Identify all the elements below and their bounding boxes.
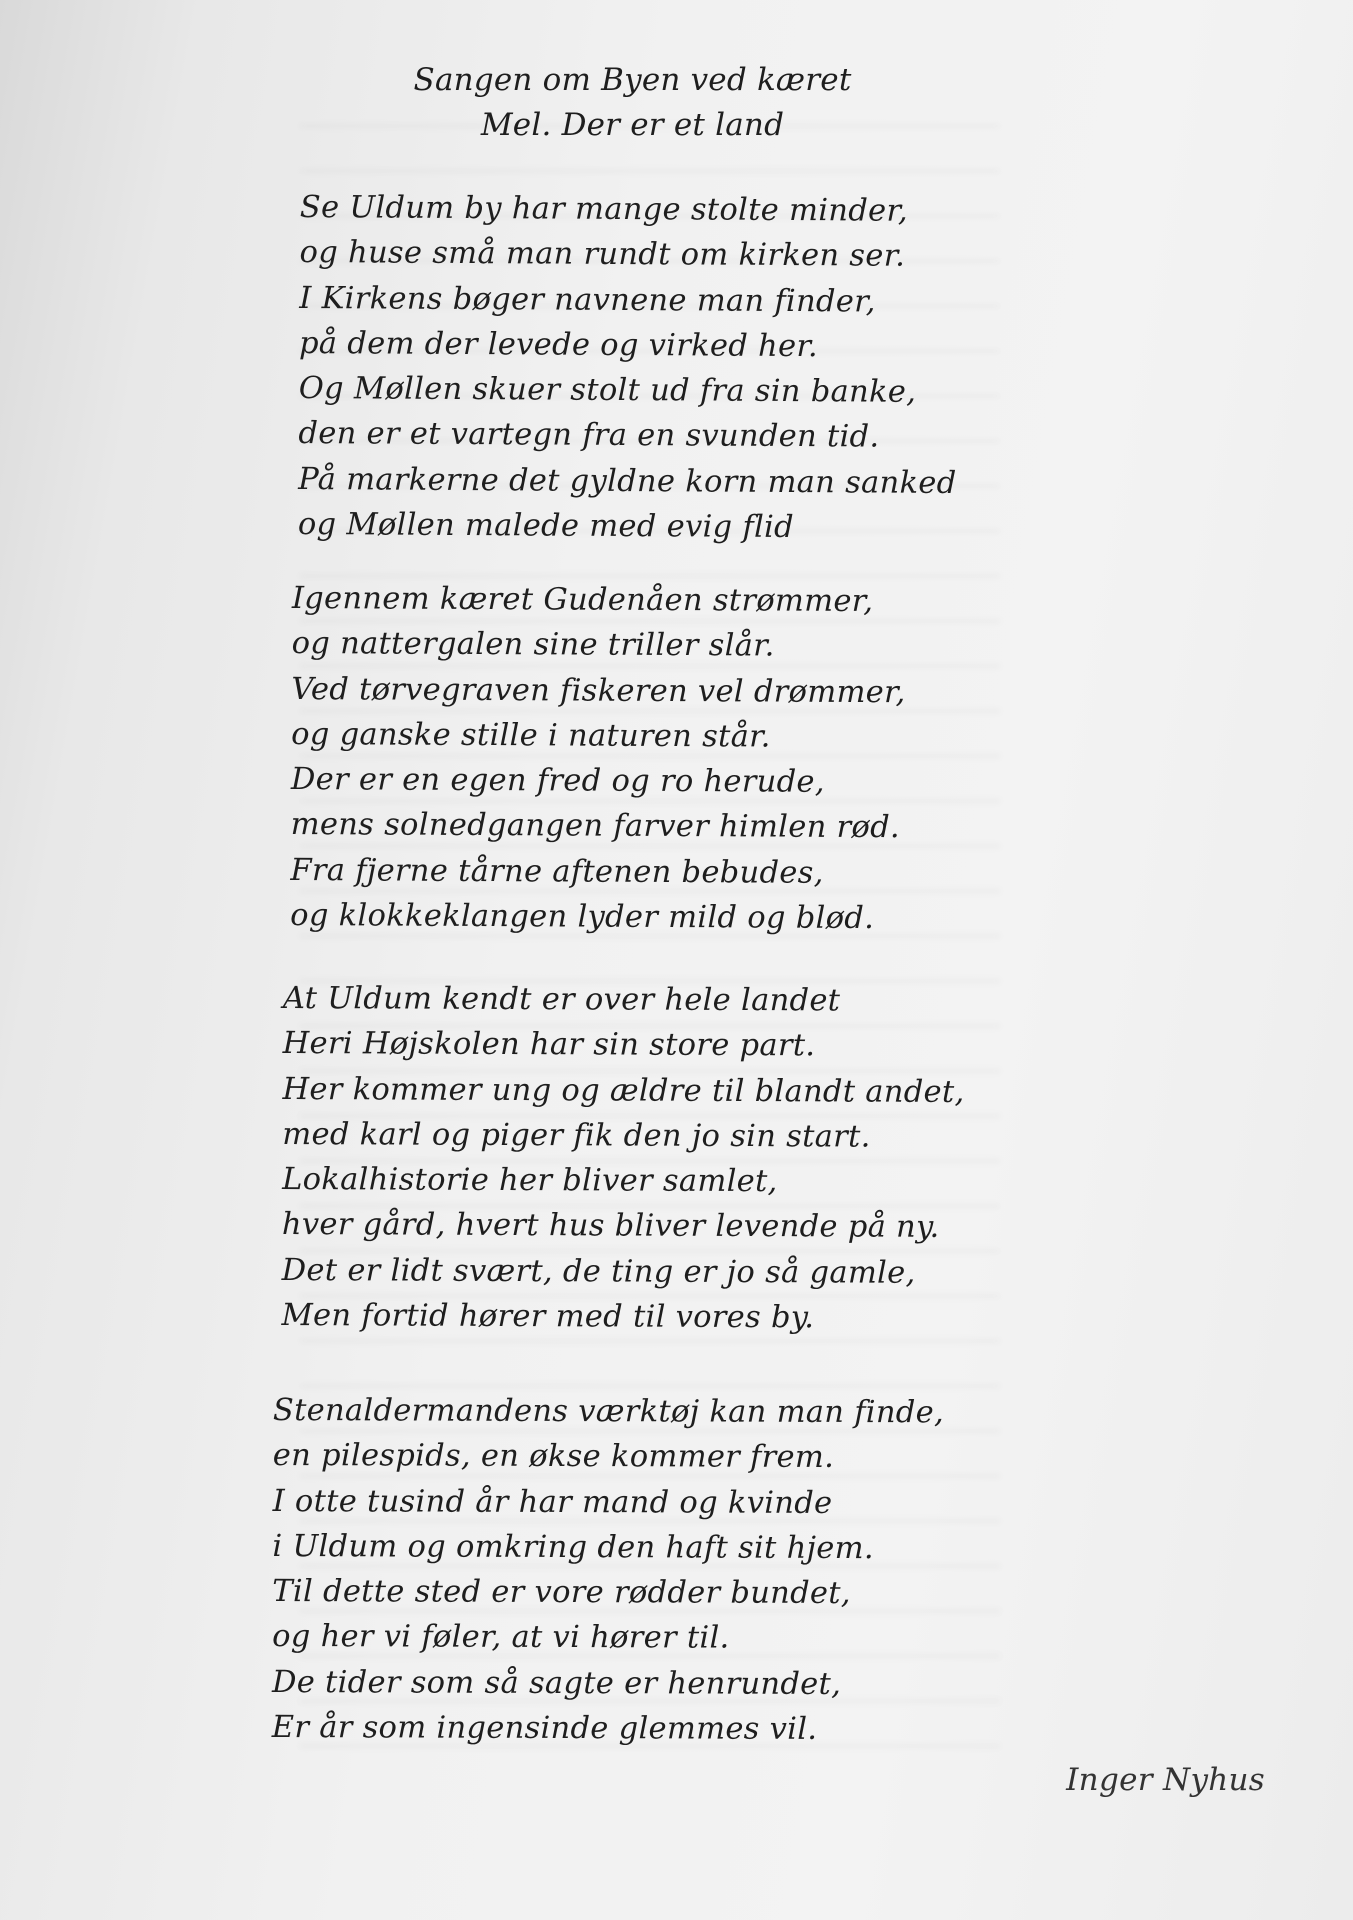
verse-line: og huse små man rundt om kirken ser. (299, 235, 906, 274)
verse-line: Stenaldermandens værktøj kan man finde, (272, 1393, 945, 1431)
song-title: Sangen om Byen ved kæret (413, 62, 852, 98)
verse-line: Se Uldum by har mange stolte minder, (299, 189, 909, 229)
author-signature: Inger Nyhus (1066, 1762, 1265, 1798)
verse-line: Det er lidt svært, de ting er jo så gamle, (281, 1252, 916, 1291)
verse-line: og Møllen malede med evig flid (297, 507, 795, 546)
verse-line: med karl og piger fik den jo sin start. (282, 1116, 871, 1155)
verse-line: Igennem kæret Gudenåen strømmer, (291, 580, 874, 620)
verse-line: på dem der levede og virked her. (298, 325, 819, 365)
verse-line: De tider som så sagte er henrundet, (271, 1664, 842, 1702)
verse-line: På markerne det gyldne korn man sanked (298, 461, 957, 501)
melody-note: Mel. Der er et land (480, 107, 785, 143)
verse-line: Er år som ingensinde glemmes vil. (271, 1710, 818, 1747)
verse-line: mens solnedgangen farver himlen rød. (290, 807, 901, 846)
verse-line: en pilespids, en økse kommer frem. (272, 1438, 835, 1476)
stanza-3 (281, 976, 965, 1341)
verse-line: Fra fjerne tårne aftenen bebudes, (290, 852, 824, 891)
stanza-4 (272, 1388, 944, 1753)
stanza-1 (298, 185, 959, 551)
verse-line: og her vi føler, at vi hører til. (272, 1619, 730, 1657)
verse-line: Ved tørvegraven fiskeren vel drømmer, (291, 671, 906, 710)
verse-line: Heri Højskolen har sin store part. (282, 1026, 816, 1064)
verse-line: Her kommer ung og ældre til blandt andet, (282, 1071, 965, 1110)
verse-line: I Kirkens bøger navnene man finder, (299, 280, 876, 320)
verse-line: og nattergalen sine triller slår. (291, 626, 775, 664)
stanza-2 (290, 576, 906, 942)
verse-line: og ganske stille i naturen står. (291, 716, 771, 755)
verse-line: Lokalhistorie her bliver samlet, (282, 1162, 778, 1200)
verse-line: Der er en egen fred og ro herude, (290, 762, 825, 800)
verse-line: og klokkeklangen lyder mild og blød. (290, 898, 875, 937)
verse-line: i Uldum og omkring den haft sit hjem. (272, 1528, 874, 1566)
verse-line: hver gård, hvert hus bliver levende på ny. (281, 1207, 940, 1246)
verse-line: Men fortid hører med til vores by. (281, 1298, 815, 1336)
verse-line: Og Møllen skuer stolt ud fra sin banke, (298, 371, 917, 410)
verse-line: den er et vartegn fra en svunden tid. (298, 416, 880, 456)
verse-line: I otte tusind år har mand og kvinde (272, 1483, 833, 1521)
verse-line: At Uldum kendt er over hele landet (282, 980, 841, 1019)
verse-line: Til dette sted er vore rødder bundet, (272, 1574, 851, 1612)
